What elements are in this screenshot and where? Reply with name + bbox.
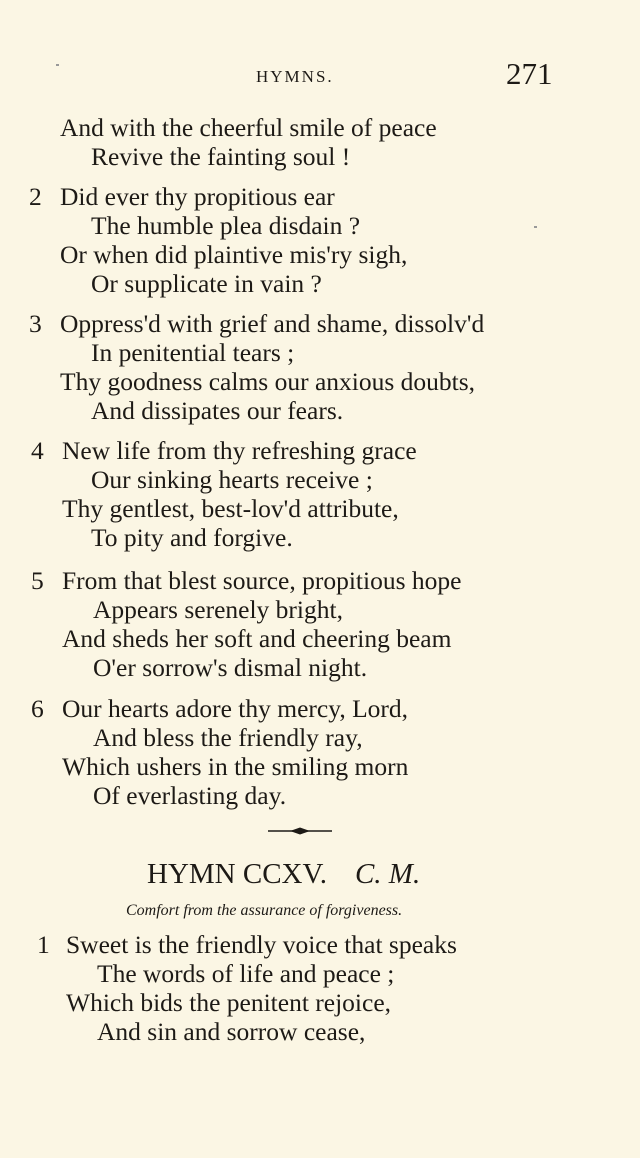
verse-line: Which ushers in the smiling morn xyxy=(62,752,409,781)
verse-line: Appears serenely bright, xyxy=(93,595,343,624)
verse-line: From that blest source, propitious hope xyxy=(62,566,462,595)
verse-line: Which bids the penitent rejoice, xyxy=(66,988,392,1017)
print-speck xyxy=(534,226,537,228)
verse-line: The words of life and peace ; xyxy=(97,959,395,988)
stanza-number: 1 xyxy=(37,930,50,959)
verse-line: Of everlasting day. xyxy=(93,781,287,810)
verse-line: The humble plea disdain ? xyxy=(91,211,361,240)
verse-line: Thy goodness calms our anxious doubts, xyxy=(60,367,476,396)
verse-line: And sheds her soft and cheering beam xyxy=(62,624,452,653)
stanza-number: 4 xyxy=(31,436,44,465)
ornamental-divider-icon xyxy=(268,826,332,836)
verse-line: Our hearts adore thy mercy, Lord, xyxy=(62,694,409,723)
verse-line: And sin and sorrow cease, xyxy=(97,1017,366,1046)
verse-line: And dissipates our fears. xyxy=(91,396,344,425)
verse-line: To pity and forgive. xyxy=(91,523,293,552)
stanza-number: 2 xyxy=(29,182,42,211)
running-header: HYMNS. xyxy=(256,67,334,86)
verse-line: O'er sorrow's dismal night. xyxy=(93,653,368,682)
hymn-subtitle: Comfort from the assurance of forgiveness. xyxy=(126,902,403,919)
stanza-number: 5 xyxy=(31,566,44,595)
verse-line: In penitential tears ; xyxy=(91,338,295,367)
print-speck xyxy=(56,64,59,66)
verse-line: And with the cheerful smile of peace xyxy=(60,113,437,142)
verse-line: Sweet is the friendly voice that speaks xyxy=(66,930,457,959)
hymn-heading xyxy=(147,858,420,891)
verse-line: Oppress'd with grief and shame, dissolv'd xyxy=(60,309,485,338)
hymn-title: HYMN CCXV. xyxy=(147,858,327,890)
verse-line: Revive the fainting soul ! xyxy=(91,142,351,171)
page-number: 271 xyxy=(506,56,553,91)
hymn-meter: C. M. xyxy=(354,858,421,890)
verse-line: Or supplicate in vain ? xyxy=(91,269,322,298)
stanza-number: 3 xyxy=(29,309,42,338)
verse-line: Did ever thy propitious ear xyxy=(60,182,335,211)
verse-line: Or when did plaintive mis'ry sigh, xyxy=(60,240,408,269)
verse-line: Our sinking hearts receive ; xyxy=(91,465,373,494)
verse-line: New life from thy refreshing grace xyxy=(62,436,417,465)
verse-line: Thy gentlest, best-lov'd attribute, xyxy=(62,494,399,523)
verse-line: And bless the friendly ray, xyxy=(93,723,363,752)
stanza-number: 6 xyxy=(31,694,44,723)
